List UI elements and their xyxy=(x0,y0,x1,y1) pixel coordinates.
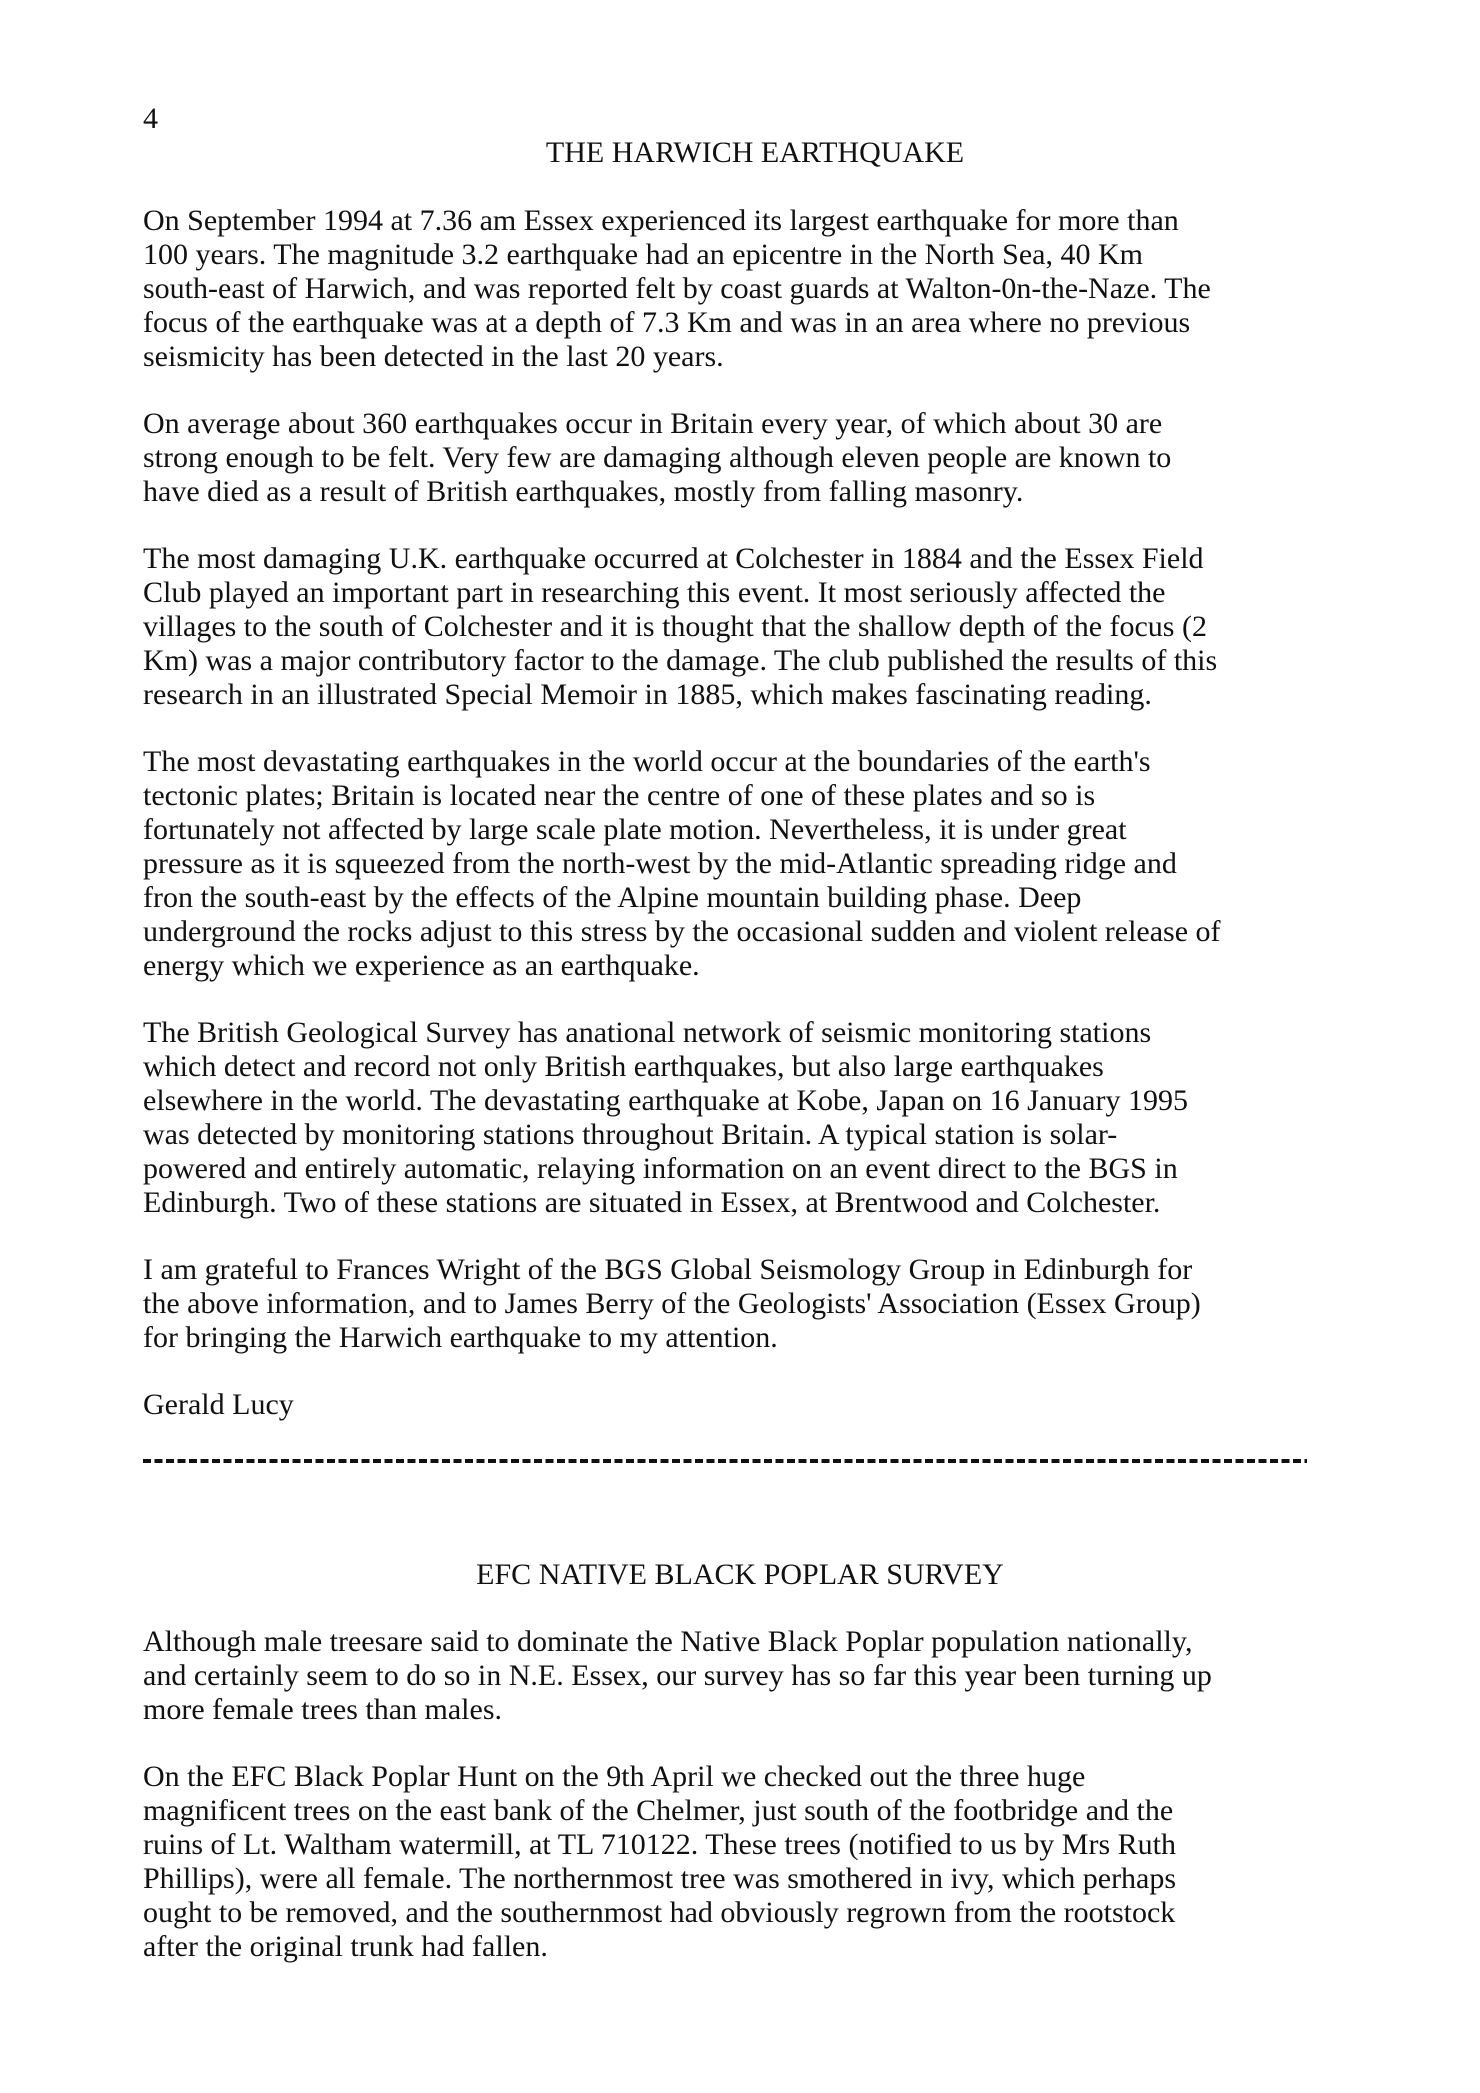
page-number: 4 xyxy=(143,102,158,135)
article-paragraph: On the EFC Black Poplar Hunt on the 9th April we checked out the three huge magnificent trees on the east bank of the Chelmer, just south of the footbridge and the ruins of Lt. Waltham watermill, at TL 710122. These trees (notified to us by Mrs Ruth Phillips), were all female. The northernmost tree was smothered in ivy, which perhaps ought to be removed, and the southernmost had obviously regrown from the rootstock after the original trunk had fallen. xyxy=(143,1760,1177,1963)
article-paragraph: Although male treesare said to dominate the Native Black Poplar population nationally, and certainly seem to do so in N.E. Essex, our survey has so far this year been turning up more female trees than males. xyxy=(143,1625,1212,1726)
article-paragraph: I am grateful to Frances Wright of the BGS Global Seismology Group in Edinburgh for the above information, and to James Berry of the Geologists' Association (Essex Group) for bringing the Harwich earthquake to my attention. xyxy=(143,1253,1201,1354)
article-body-harwich-earthquake xyxy=(143,204,1363,1455)
author-signature: Gerald Lucy xyxy=(143,1388,294,1421)
article-paragraph: On average about 360 earthquakes occur in Britain every year, of which about 30 are strong enough to be felt. Very few are damaging although eleven people are known to have died as a result of British earthquakes, mostly from falling masonry. xyxy=(143,407,1172,508)
article-paragraph: The most damaging U.K. earthquake occurred at Colchester in 1884 and the Essex Field Club played an important part in researching this event. It most seriously affected the villages to the south of Colchester and it is thought that the shallow depth of the focus (2 Km) was a major contributory factor to the damage. The club published the results of this research in an illustrated Special Memoir in 1885, which makes fascinating reading. xyxy=(143,542,1218,711)
article-paragraph: On September 1994 at 7.36 am Essex experienced its largest earthquake for more than 100 years. The magnitude 3.2 earthquake had an epicentre in the North Sea, 40 Km south-east of Harwich, and was reported felt by coast guards at Walton-0n-the-Naze. The focus of the earthquake was at a depth of 7.3 Km and was in an area where no previous seismicity has been detected in the last 20 years. xyxy=(143,204,1211,373)
article-title-harwich-earthquake: THE HARWICH EARTHQUAKE xyxy=(545,136,965,169)
article-body-black-poplar-survey xyxy=(143,1625,1363,1997)
article-paragraph: The most devastating earthquakes in the world occur at the boundaries of the earth's tectonic plates; Britain is located near the centre of one of these plates and so is fortunately not affected by large scale plate motion. Nevertheless, it is under great pressure as it is squeezed from the north-west by the mid-Atlantic spreading ridge and fron the south-east by the effects of the Alpine mountain building phase. Deep underground the rocks adjust to this stress by the occasional sudden and violent release of energy which we experience as an earthquake. xyxy=(143,745,1221,982)
section-divider xyxy=(143,1459,1307,1463)
article-title-black-poplar-survey: EFC NATIVE BLACK POPLAR SURVEY xyxy=(476,1558,1004,1591)
article-paragraph: The British Geological Survey has anational network of seismic monitoring stations which detect and record not only British earthquakes, but also large earthquakes elsewhere in the world. The devastating earthquake at Kobe, Japan on 16 January 1995 was detected by monitoring stations throughout Britain. A typical station is solar- powered and entirely automatic, relaying information on an event direct to the BGS in Edinburgh. Two of these stations are situated in Essex, at Brentwood and Colchester. xyxy=(143,1016,1188,1219)
